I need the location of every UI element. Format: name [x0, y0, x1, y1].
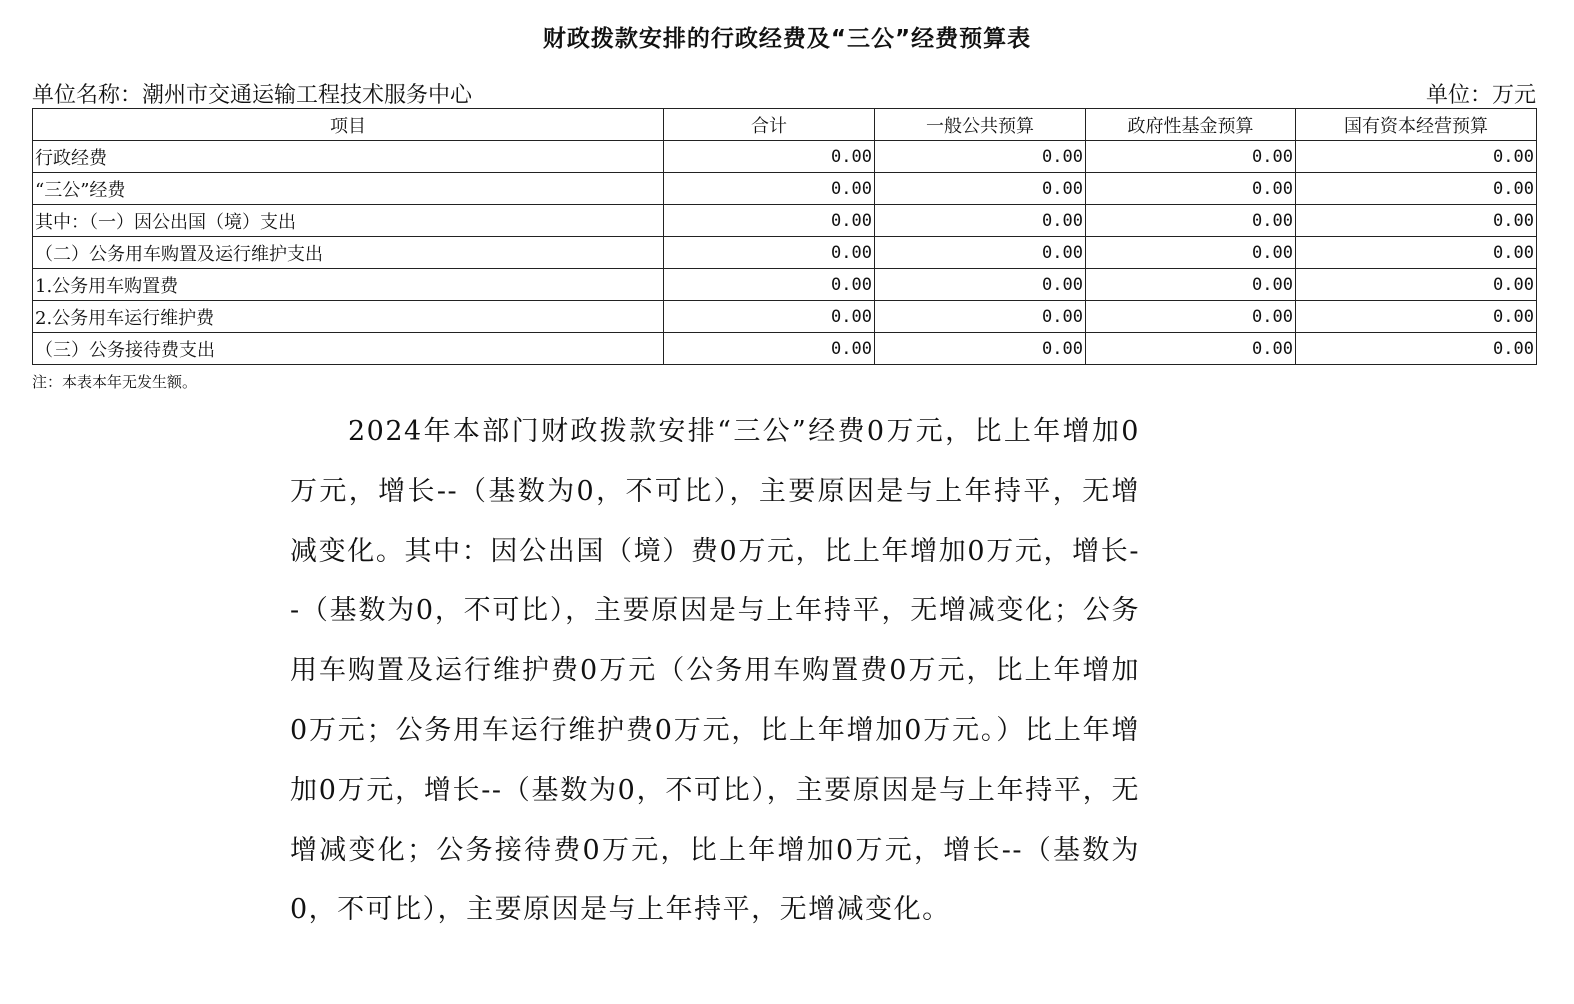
table-row: [33, 333, 1537, 365]
document-title: 财政拨款安排的行政经费及“三公”经费预算表: [542, 26, 1032, 52]
header-general-public-budget: 一般公共预算: [875, 109, 1086, 141]
cell-fund: 0.00: [1086, 205, 1296, 237]
cell-fund: 0.00: [1086, 269, 1296, 301]
table-note: 注：本表本年无发生额。: [32, 373, 198, 391]
cell-fund: 0.00: [1086, 237, 1296, 269]
cell-total: 0.00: [664, 269, 875, 301]
cell-total: 0.00: [664, 141, 875, 173]
row-label: 2.公务用车运行维护费: [33, 301, 664, 333]
cell-total: 0.00: [664, 205, 875, 237]
header-government-fund-budget: 政府性基金预算: [1086, 109, 1296, 141]
row-label: （三）公务接待费支出: [33, 333, 664, 365]
table-row: [33, 269, 1537, 301]
table-row: [33, 301, 1537, 333]
table-header-row: [33, 109, 1537, 141]
cell-capital: 0.00: [1296, 205, 1537, 237]
cell-fund: 0.00: [1086, 333, 1296, 365]
cell-total: 0.00: [664, 173, 875, 205]
cell-general: 0.00: [875, 237, 1086, 269]
cell-capital: 0.00: [1296, 173, 1537, 205]
cell-total: 0.00: [664, 301, 875, 333]
row-label: 行政经费: [33, 141, 664, 173]
cell-general: 0.00: [875, 141, 1086, 173]
header-state-capital-budget: 国有资本经营预算: [1296, 109, 1537, 141]
header-item: 项目: [33, 109, 664, 141]
cell-general: 0.00: [875, 205, 1086, 237]
row-label: 其中：（一）因公出国（境）支出: [33, 205, 664, 237]
budget-table: [32, 108, 1537, 365]
header-total: 合计: [664, 109, 875, 141]
table-row: [33, 141, 1537, 173]
table-row: [33, 237, 1537, 269]
currency-unit-label: 单位：万元: [1425, 83, 1536, 108]
table-row: [33, 205, 1537, 237]
cell-fund: 0.00: [1086, 301, 1296, 333]
row-label: （二）公务用车购置及运行维护支出: [33, 237, 664, 269]
cell-capital: 0.00: [1296, 269, 1537, 301]
cell-general: 0.00: [875, 173, 1086, 205]
cell-total: 0.00: [664, 237, 875, 269]
cell-capital: 0.00: [1296, 141, 1537, 173]
cell-general: 0.00: [875, 333, 1086, 365]
cell-capital: 0.00: [1296, 237, 1537, 269]
row-label: 1.公务用车购置费: [33, 269, 664, 301]
cell-fund: 0.00: [1086, 173, 1296, 205]
cell-fund: 0.00: [1086, 141, 1296, 173]
cell-capital: 0.00: [1296, 301, 1537, 333]
cell-general: 0.00: [875, 269, 1086, 301]
cell-total: 0.00: [664, 333, 875, 365]
table-row: [33, 173, 1537, 205]
explanation-paragraph: 2024年本部门财政拨款安排“三公”经费0万元，比上年增加0万元，增长--（基数为0，不可比），主要原因是与上年持平，无增减变化。其中：因公出国（境）费0万元，比上年增加0万元，增长--（基数为0，不可比），主要原因是与上年持平，无增减变化；公务用车购置及运行维护费0万元（公务用车购置费0万元，比上年增加0万元；公务用车运行维护费0万元，比上年增加0万元。）比上年增加0万元，增长--（基数为0，不可比），主要原因是与上年持平，无增减变化；公务接待费0万元，比上年增加0万元，增长--（基数为0，不可比），主要原因是与上年持平，无增减变化。: [290, 416, 1140, 926]
cell-capital: 0.00: [1296, 333, 1537, 365]
row-label: “三公”经费: [33, 173, 664, 205]
cell-general: 0.00: [875, 301, 1086, 333]
unit-name-label: 单位名称：潮州市交通运输工程技术服务中心: [32, 83, 473, 108]
